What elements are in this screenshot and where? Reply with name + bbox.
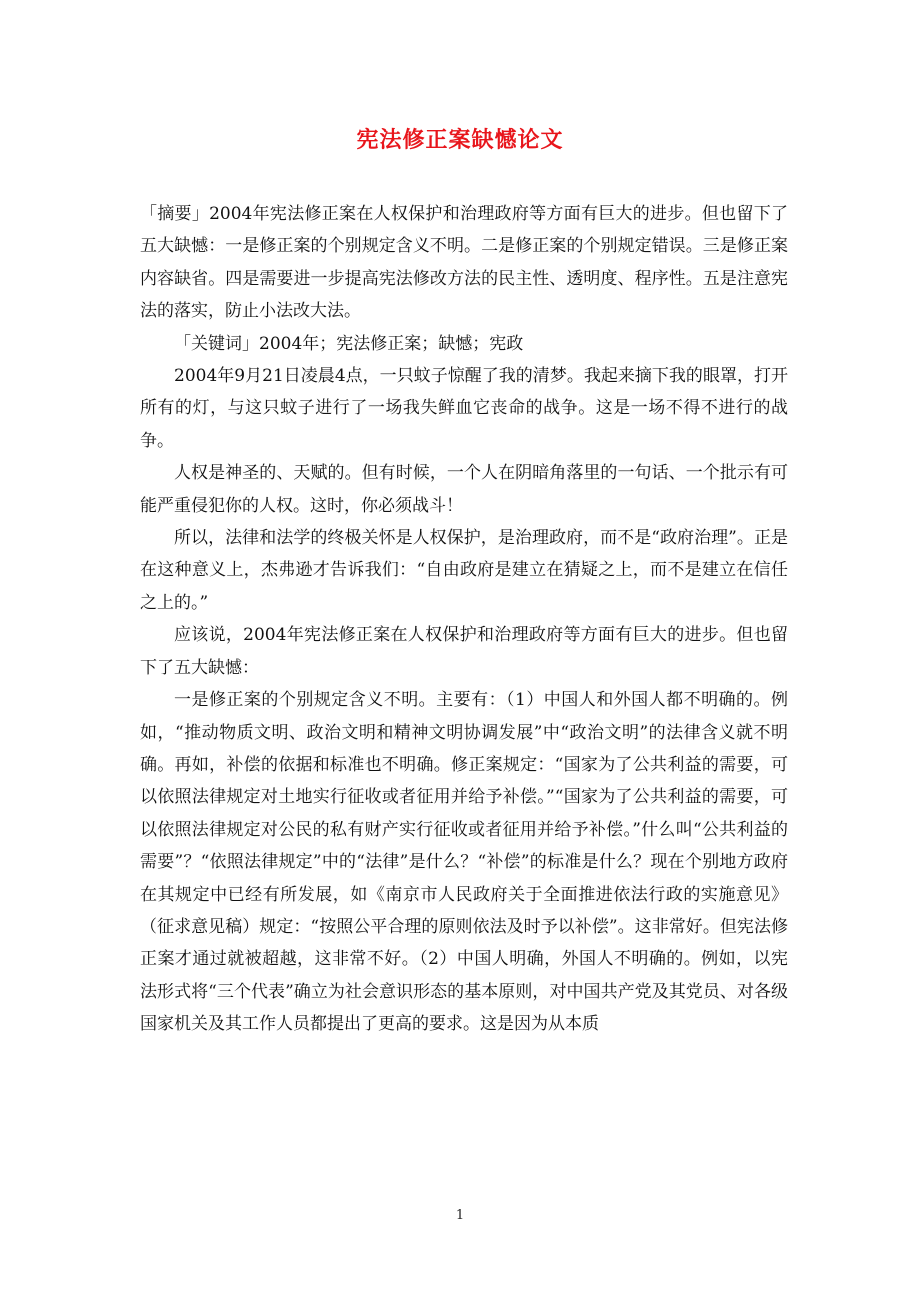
keywords-paragraph: 「关键词」2004年；宪法修正案；缺憾；宪政 xyxy=(174,333,524,354)
body-paragraph: 一是修正案的个别规定含义不明。主要有：（1）中国人和外国人都不明确的。例如，“推动物质文明、政治文明和精神文明协调发展”中“政治文明”的法律含义就不明确。再如，补偿的依据和标准也不明确。修正案规定：“国家为了公共利益的需要，可以依照法律规定对土地实行征收或者征用并给予补偿。”“国家为了公共利益的需要，可以依照法律规定对公民的私有财产实行征收或者征用并给予补偿。”什么叫“公共利益的需要”？“依照法律规定”中的“法律”是什么？“补偿”的标准是什么？现在个别地方政府在其规定中已经有所发展，如《南京市人民政府关于全面推进依法行政的实施意见》（征求意见稿）规定：“按照公平合理的原则依法及时予以补偿”。这非常好。但宪法修正案才通过就被超越，这非常不好。（2）中国人明确，外国人不明确的。例如，以宪法形式将“三个代表”确立为社会意识形态的基本原则，对中国共产党及其党员、对各级国家机关及其工作人员都提出了更高的要求。这是因为从本质 xyxy=(140,690,788,1035)
body-paragraph: 人权是神圣的、天赋的。但有时候，一个人在阴暗角落里的一句话、一个批示有可能严重侵犯你的人权。这时，你必须战斗！ xyxy=(140,463,788,516)
body-paragraph: 2004年9月21日凌晨4点，一只蚊子惊醒了我的清梦。我起来摘下我的眼罩，打开所有的灯，与这只蚊子进行了一场我失鲜血它丧命的战争。这是一场不得不进行的战争。 xyxy=(140,366,788,451)
document-body xyxy=(140,198,788,1041)
body-paragraph: 所以，法律和法学的终极关怀是人权保护，是治理政府，而不是“政府治理”。正是在这种意义上，杰弗逊才告诉我们：“自由政府是建立在猜疑之上，而不是建立在信任之上的。” xyxy=(140,528,788,613)
page-number: 1 xyxy=(455,1208,465,1223)
document-title: 宪法修正案缺憾论文 xyxy=(356,127,564,153)
body-paragraph: 应该说，2004年宪法修正案在人权保护和治理政府等方面有巨大的进步。但也留下了五大缺憾： xyxy=(140,625,788,678)
abstract-paragraph: 「摘要」2004年宪法修正案在人权保护和治理政府等方面有巨大的进步。但也留下了五大缺憾：一是修正案的个别规定含义不明。二是修正案的个别规定错误。三是修正案内容缺省。四是需要进一步提高宪法修改方法的民主性、透明度、程序性。五是注意宪法的落实，防止小法改大法。 xyxy=(140,204,788,322)
